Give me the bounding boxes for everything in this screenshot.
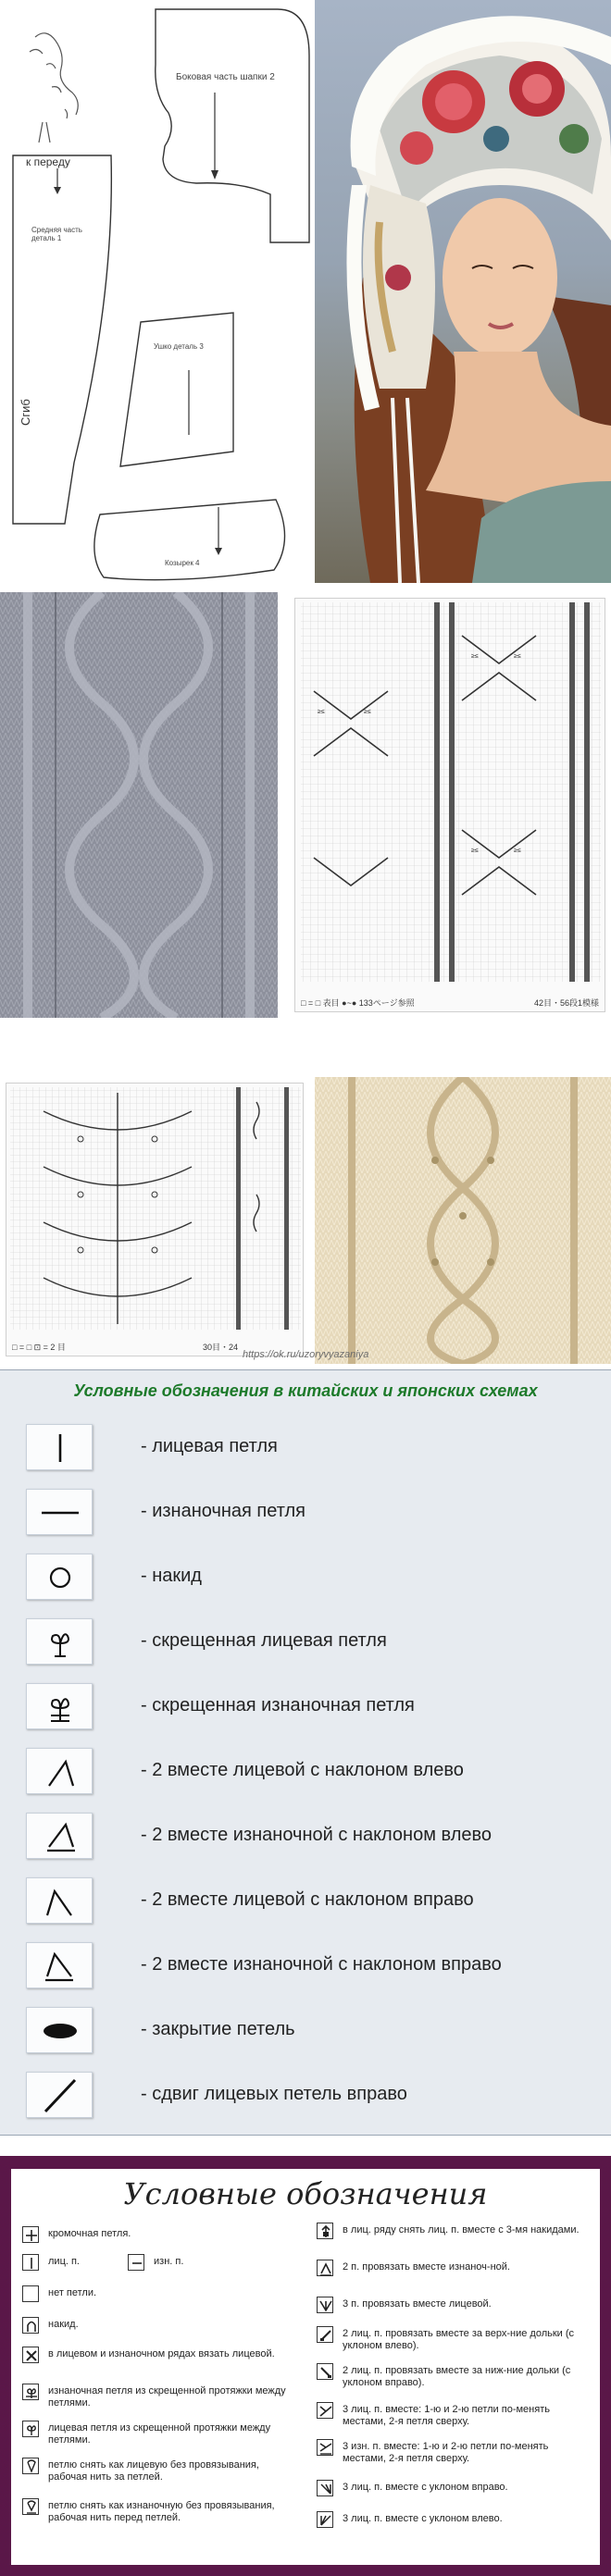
vertical-line-icon <box>26 1424 93 1470</box>
legend-2-item-text: 3 лиц. п. вместе с уклоном влево. <box>343 2513 503 2524</box>
legend-2-item-text: 2 п. провязать вместе изнаноч-ной. <box>343 2261 510 2273</box>
legend-1-item <box>26 1489 600 1541</box>
fold-label: Сгиб <box>19 399 32 426</box>
hat-photo-illustration <box>315 0 611 583</box>
bind-off-oval-icon <box>26 2007 93 2053</box>
dec-3-right-icon <box>317 2480 333 2496</box>
loop-dash-icon <box>22 2498 39 2515</box>
knitting-chart-2-grid <box>6 1084 304 1333</box>
svg-text:≥≤: ≥≤ <box>471 653 479 660</box>
purl-dash-icon <box>128 2254 144 2271</box>
swap-3-icon <box>317 2402 333 2419</box>
side-part-label: Боковая часть шапки 2 <box>176 72 275 82</box>
legend-1-item <box>26 2072 600 2124</box>
legend-1-item <box>26 1942 600 1994</box>
chart-1-key: □ = □ 表目 ●~● 133ページ参照 <box>301 998 415 1008</box>
visor-part-label: Козырек 4 <box>165 559 200 567</box>
circle-icon <box>26 1554 93 1600</box>
knitting-chart-1-grid <box>295 599 605 987</box>
hat-model-photo <box>315 0 611 583</box>
center-part-outline <box>13 155 111 524</box>
arch-icon <box>22 2317 39 2334</box>
dec-2-bottom-icon <box>317 2363 333 2380</box>
k2tog-left-icon <box>26 1748 93 1794</box>
legend-1-item-text: - накид <box>141 1566 202 1586</box>
plus-icon <box>22 2226 39 2243</box>
knitting-chart-2 <box>6 1083 304 1356</box>
k2tog-right-icon <box>26 1877 93 1924</box>
chart-2-size: 30目・24 <box>202 1343 238 1352</box>
legend-1-item <box>26 1813 600 1864</box>
legend-2-item-text: петлю снять как лицевую без провязывания, рабочая нить за петлей. <box>48 2459 259 2483</box>
legend-2-item-text: в лицевом и изнаночном рядах вязать лицевой. <box>48 2348 275 2359</box>
twist-bar-icon <box>22 2384 39 2400</box>
legend-1-item-text: - изнаночная петля <box>141 1501 306 1521</box>
grey-cable-swatch-photo <box>0 592 278 1018</box>
cross-icon <box>22 2347 39 2363</box>
legend-1-item <box>26 1877 600 1929</box>
cream-lace-swatch-drawing <box>315 1077 611 1364</box>
ear-part-label: Ушко деталь 3 <box>154 342 204 351</box>
cream-lace-swatch-photo <box>315 1077 611 1364</box>
legend-1-item-text: - скрещенная изнаночная петля <box>141 1695 415 1715</box>
fur-trim-sketch <box>30 33 78 142</box>
lace-pattern-section <box>0 1073 611 1368</box>
svg-text:≥≤: ≥≤ <box>471 848 479 854</box>
blank-icon <box>22 2285 39 2302</box>
site-logo <box>389 2513 607 2569</box>
ear-part-outline <box>120 313 233 466</box>
horizontal-line-icon <box>26 1489 93 1535</box>
grey-cable-swatch-drawing <box>0 592 278 1018</box>
legend-1-item-text: - скрещенная лицевая петля <box>141 1630 387 1651</box>
swap-3-purl-icon <box>317 2439 333 2456</box>
legend-2-item-text: 3 изн. п. вместе: 1-ю и 2-ю петли по-менять местами, 2-я петля сверху. <box>343 2441 549 2464</box>
p2tog-left-icon <box>26 1813 93 1859</box>
diagonal-line-icon <box>26 2072 93 2118</box>
legend-2-item-text: лиц. п. <box>48 2256 80 2267</box>
legend-1-item <box>26 2007 600 2059</box>
legend-2-item-text: 3 лиц. п. вместе с уклоном вправо. <box>343 2482 508 2493</box>
visor-part-outline <box>94 500 285 580</box>
center-part-label: Средняя часть деталь 1 <box>31 226 82 242</box>
dec-2-top-icon <box>317 2326 333 2343</box>
svg-text:≥≤: ≥≤ <box>514 653 521 660</box>
logo-text: Попова <box>439 2522 537 2553</box>
legend-1-item <box>26 1554 600 1605</box>
legend-1-item-text: - 2 вместе лицевой с наклоном влево <box>141 1760 464 1780</box>
legend-1-item-text: - 2 вместе изнаночной с наклоном вправо <box>141 1954 502 1975</box>
legend-2-item-text: 3 лиц. п. вместе: 1-ю и 2-ю петли по-менять местами, 2-я петля сверху. <box>343 2404 550 2427</box>
purl-label: изн. п. <box>154 2256 184 2267</box>
legend-1-item <box>26 1618 600 1670</box>
p2tog-right-icon <box>26 1942 93 1988</box>
chart-1-size: 42目・56段1模様 <box>533 998 599 1008</box>
twisted-loop-icon <box>26 1618 93 1665</box>
arrow-3-icon <box>317 2223 333 2239</box>
legend-2-item-text: нет петли. <box>48 2287 97 2298</box>
legend-2-item-text: лицевая петля из скрещенной протяжки между петлями. <box>48 2422 271 2446</box>
legend-2-item-text: кромочная петля. <box>48 2228 131 2239</box>
cable-pattern-section <box>0 592 611 1027</box>
svg-text:≥≤: ≥≤ <box>318 709 325 715</box>
legend-2-title: Условные обозначения <box>123 2176 488 2211</box>
legend-2-panel <box>11 2169 600 2565</box>
watermark-url: https://ok.ru/uzoryvyazaniya <box>243 1349 369 1360</box>
twist-icon <box>22 2421 39 2437</box>
svg-text:≥≤: ≥≤ <box>364 709 371 715</box>
front-label: к переду <box>26 155 70 168</box>
sewing-pattern-sheet <box>0 0 315 583</box>
loop-v-icon <box>22 2458 39 2474</box>
legend-1-item-text: - закрытие петель <box>141 2019 295 2039</box>
chart-2-key: □ = □ ⊡ = 2 目 <box>12 1343 66 1352</box>
legend-1-item-text: - лицевая петля <box>141 1436 278 1456</box>
legend-2-item-text: накид. <box>48 2319 79 2330</box>
sewing-pattern-drawing <box>0 0 315 583</box>
knitting-chart-1 <box>294 598 605 1012</box>
legend-1-item-text: - 2 вместе изнаночной с наклоном влево <box>141 1825 493 1845</box>
legend-2-item-text: в лиц. ряду снять лиц. п. вместе с 3-мя накидами. <box>343 2224 580 2235</box>
bar-icon <box>22 2254 39 2271</box>
twisted-loop-bar-icon <box>26 1683 93 1729</box>
side-part-outline <box>156 9 309 242</box>
legend-1-item-text: - 2 вместе лицевой с наклоном вправо <box>141 1889 474 1910</box>
dec-3-icon <box>317 2297 333 2313</box>
legend-1-title: Условные обозначения в китайских и японских схемах <box>73 1381 538 1400</box>
legend-1-item-text: - сдвиг лицевых петель вправо <box>141 2084 407 2104</box>
legend-1-item <box>26 1748 600 1800</box>
legend-2-item-text: 3 п. провязать вместе лицевой. <box>343 2298 492 2310</box>
dec-3-left-icon <box>317 2511 333 2528</box>
legend-2-item-text: 2 лиц. п. провязать вместе за верх-ние дольки (с уклоном влево). <box>343 2328 575 2351</box>
dec-2-icon <box>317 2260 333 2276</box>
legend-1-item <box>26 1424 600 1476</box>
hat-pattern-section <box>0 0 611 583</box>
legend-2-item-text: петлю снять как изнаночную без провязывания, рабочая нить перед петлей. <box>48 2500 275 2523</box>
svg-text:≥≤: ≥≤ <box>514 848 521 854</box>
legend-2-item-text: изнаночная петля из скрещенной протяжки между петлями. <box>48 2385 286 2409</box>
legend-2-item-text: 2 лиц. п. провязать вместе за ниж-ние дольки (с уклоном вправо). <box>343 2365 571 2388</box>
legend-cn-jp <box>0 1369 611 2136</box>
logo-icon <box>396 2524 433 2557</box>
legend-1-item <box>26 1683 600 1735</box>
